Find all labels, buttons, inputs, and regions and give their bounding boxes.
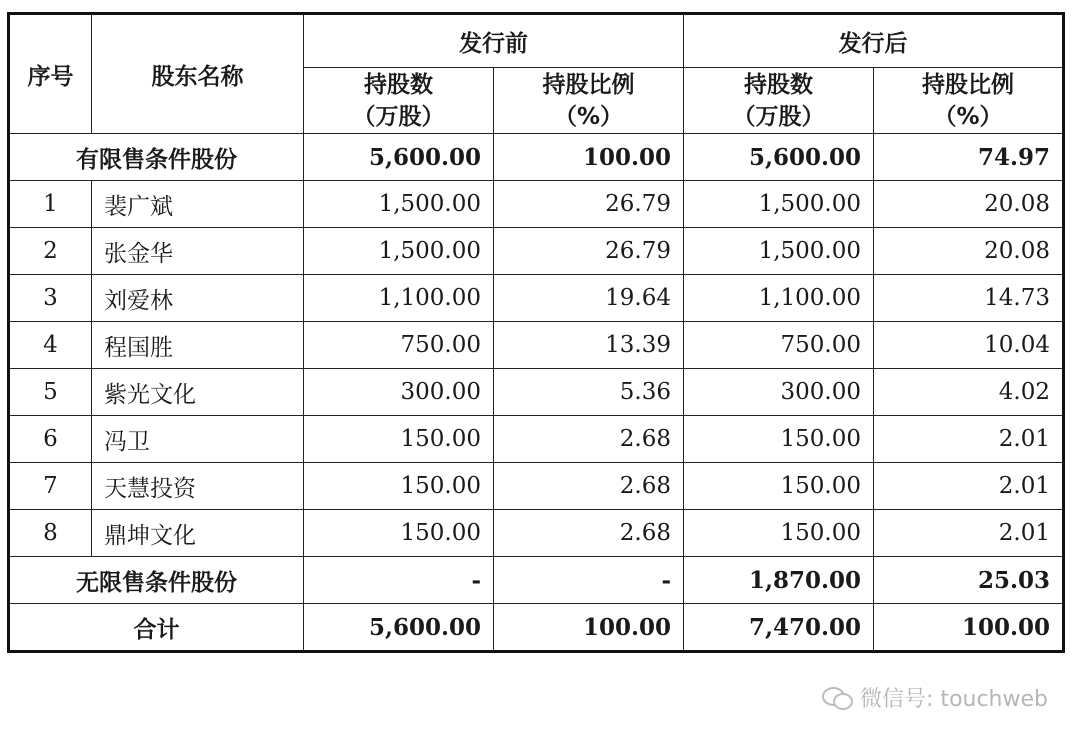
restricted-row <box>9 134 1064 181</box>
row-before-ratio: 5.36 <box>494 369 684 416</box>
row-name: 刘爱林 <box>92 275 304 322</box>
row-seq: 6 <box>9 416 92 463</box>
row-name: 张金华 <box>92 228 304 275</box>
row-after-shares: 150.00 <box>684 416 874 463</box>
row-after-shares: 1,500.00 <box>684 228 874 275</box>
header-ratio-line1: 持股比例 <box>542 71 635 98</box>
total-after-shares: 7,470.00 <box>684 604 874 652</box>
header-seq: 序号 <box>9 14 92 134</box>
header-after-shares <box>684 68 874 134</box>
row-after-ratio: 14.73 <box>874 275 1064 322</box>
table-row <box>9 181 1064 228</box>
header-ratio-line2: （%） <box>933 103 1003 130</box>
table-row <box>9 228 1064 275</box>
restricted-before-ratio: 100.00 <box>494 134 684 181</box>
row-name: 紫光文化 <box>92 369 304 416</box>
row-seq: 3 <box>9 275 92 322</box>
restricted-after-ratio: 74.97 <box>874 134 1064 181</box>
total-before-shares: 5,600.00 <box>304 604 494 652</box>
row-before-ratio: 2.68 <box>494 416 684 463</box>
table-row <box>9 369 1064 416</box>
restricted-after-shares: 5,600.00 <box>684 134 874 181</box>
row-seq: 1 <box>9 181 92 228</box>
table-row <box>9 322 1064 369</box>
header-ratio-line2: （%） <box>553 103 624 130</box>
header-after: 发行后 <box>684 14 1064 68</box>
row-name: 程国胜 <box>92 322 304 369</box>
row-after-shares: 300.00 <box>684 369 874 416</box>
row-before-shares: 1,500.00 <box>304 181 494 228</box>
restricted-before-shares: 5,600.00 <box>304 134 494 181</box>
row-before-shares: 750.00 <box>304 322 494 369</box>
header-before-shares <box>304 68 494 134</box>
unrestricted-after-shares: 1,870.00 <box>684 557 874 604</box>
row-name: 裴广斌 <box>92 181 304 228</box>
row-seq: 8 <box>9 510 92 557</box>
unrestricted-after-ratio: 25.03 <box>874 557 1064 604</box>
header-shares-line2: （万股） <box>352 103 445 130</box>
unrestricted-before-ratio: - <box>494 557 684 604</box>
table-row <box>9 463 1064 510</box>
header-ratio-line1: 持股比例 <box>922 71 1014 98</box>
header-name: 股东名称 <box>92 14 304 134</box>
table-row <box>9 416 1064 463</box>
row-after-ratio: 2.01 <box>874 416 1064 463</box>
total-before-ratio: 100.00 <box>494 604 684 652</box>
wechat-icon <box>822 685 852 709</box>
row-name: 天慧投资 <box>92 463 304 510</box>
table-row <box>9 510 1064 557</box>
total-label: 合计 <box>9 604 304 652</box>
row-seq: 2 <box>9 228 92 275</box>
total-after-ratio: 100.00 <box>874 604 1064 652</box>
row-after-ratio: 20.08 <box>874 181 1064 228</box>
row-before-ratio: 2.68 <box>494 510 684 557</box>
row-seq: 5 <box>9 369 92 416</box>
row-before-ratio: 26.79 <box>494 181 684 228</box>
row-before-shares: 300.00 <box>304 369 494 416</box>
row-after-ratio: 2.01 <box>874 463 1064 510</box>
header-before-ratio <box>494 68 684 134</box>
row-seq: 4 <box>9 322 92 369</box>
header-shares-line1: 持股数 <box>364 71 433 98</box>
table-row <box>9 275 1064 322</box>
restricted-label: 有限售条件股份 <box>9 134 304 181</box>
row-before-shares: 1,100.00 <box>304 275 494 322</box>
row-after-shares: 750.00 <box>684 322 874 369</box>
row-seq: 7 <box>9 463 92 510</box>
row-after-ratio: 10.04 <box>874 322 1064 369</box>
row-after-ratio: 20.08 <box>874 228 1064 275</box>
row-before-ratio: 26.79 <box>494 228 684 275</box>
row-name: 冯卫 <box>92 416 304 463</box>
watermark <box>822 680 1048 714</box>
row-after-shares: 150.00 <box>684 510 874 557</box>
header-shares-line1: 持股数 <box>744 71 813 98</box>
row-after-shares: 1,100.00 <box>684 275 874 322</box>
total-row <box>9 604 1064 652</box>
row-before-ratio: 2.68 <box>494 463 684 510</box>
header-after-ratio <box>874 68 1064 134</box>
shareholding-table <box>7 12 1065 653</box>
unrestricted-label: 无限售条件股份 <box>9 557 304 604</box>
header-shares-line2: （万股） <box>732 103 825 130</box>
row-after-ratio: 4.02 <box>874 369 1064 416</box>
header-before: 发行前 <box>304 14 684 68</box>
row-before-shares: 1,500.00 <box>304 228 494 275</box>
row-after-shares: 150.00 <box>684 463 874 510</box>
row-before-ratio: 19.64 <box>494 275 684 322</box>
row-before-shares: 150.00 <box>304 463 494 510</box>
row-before-shares: 150.00 <box>304 416 494 463</box>
row-after-ratio: 2.01 <box>874 510 1064 557</box>
watermark-text: 微信号: touchweb <box>860 686 1048 712</box>
row-before-ratio: 13.39 <box>494 322 684 369</box>
row-before-shares: 150.00 <box>304 510 494 557</box>
row-after-shares: 1,500.00 <box>684 181 874 228</box>
row-name: 鼎坤文化 <box>92 510 304 557</box>
unrestricted-row <box>9 557 1064 604</box>
unrestricted-before-shares: - <box>304 557 494 604</box>
